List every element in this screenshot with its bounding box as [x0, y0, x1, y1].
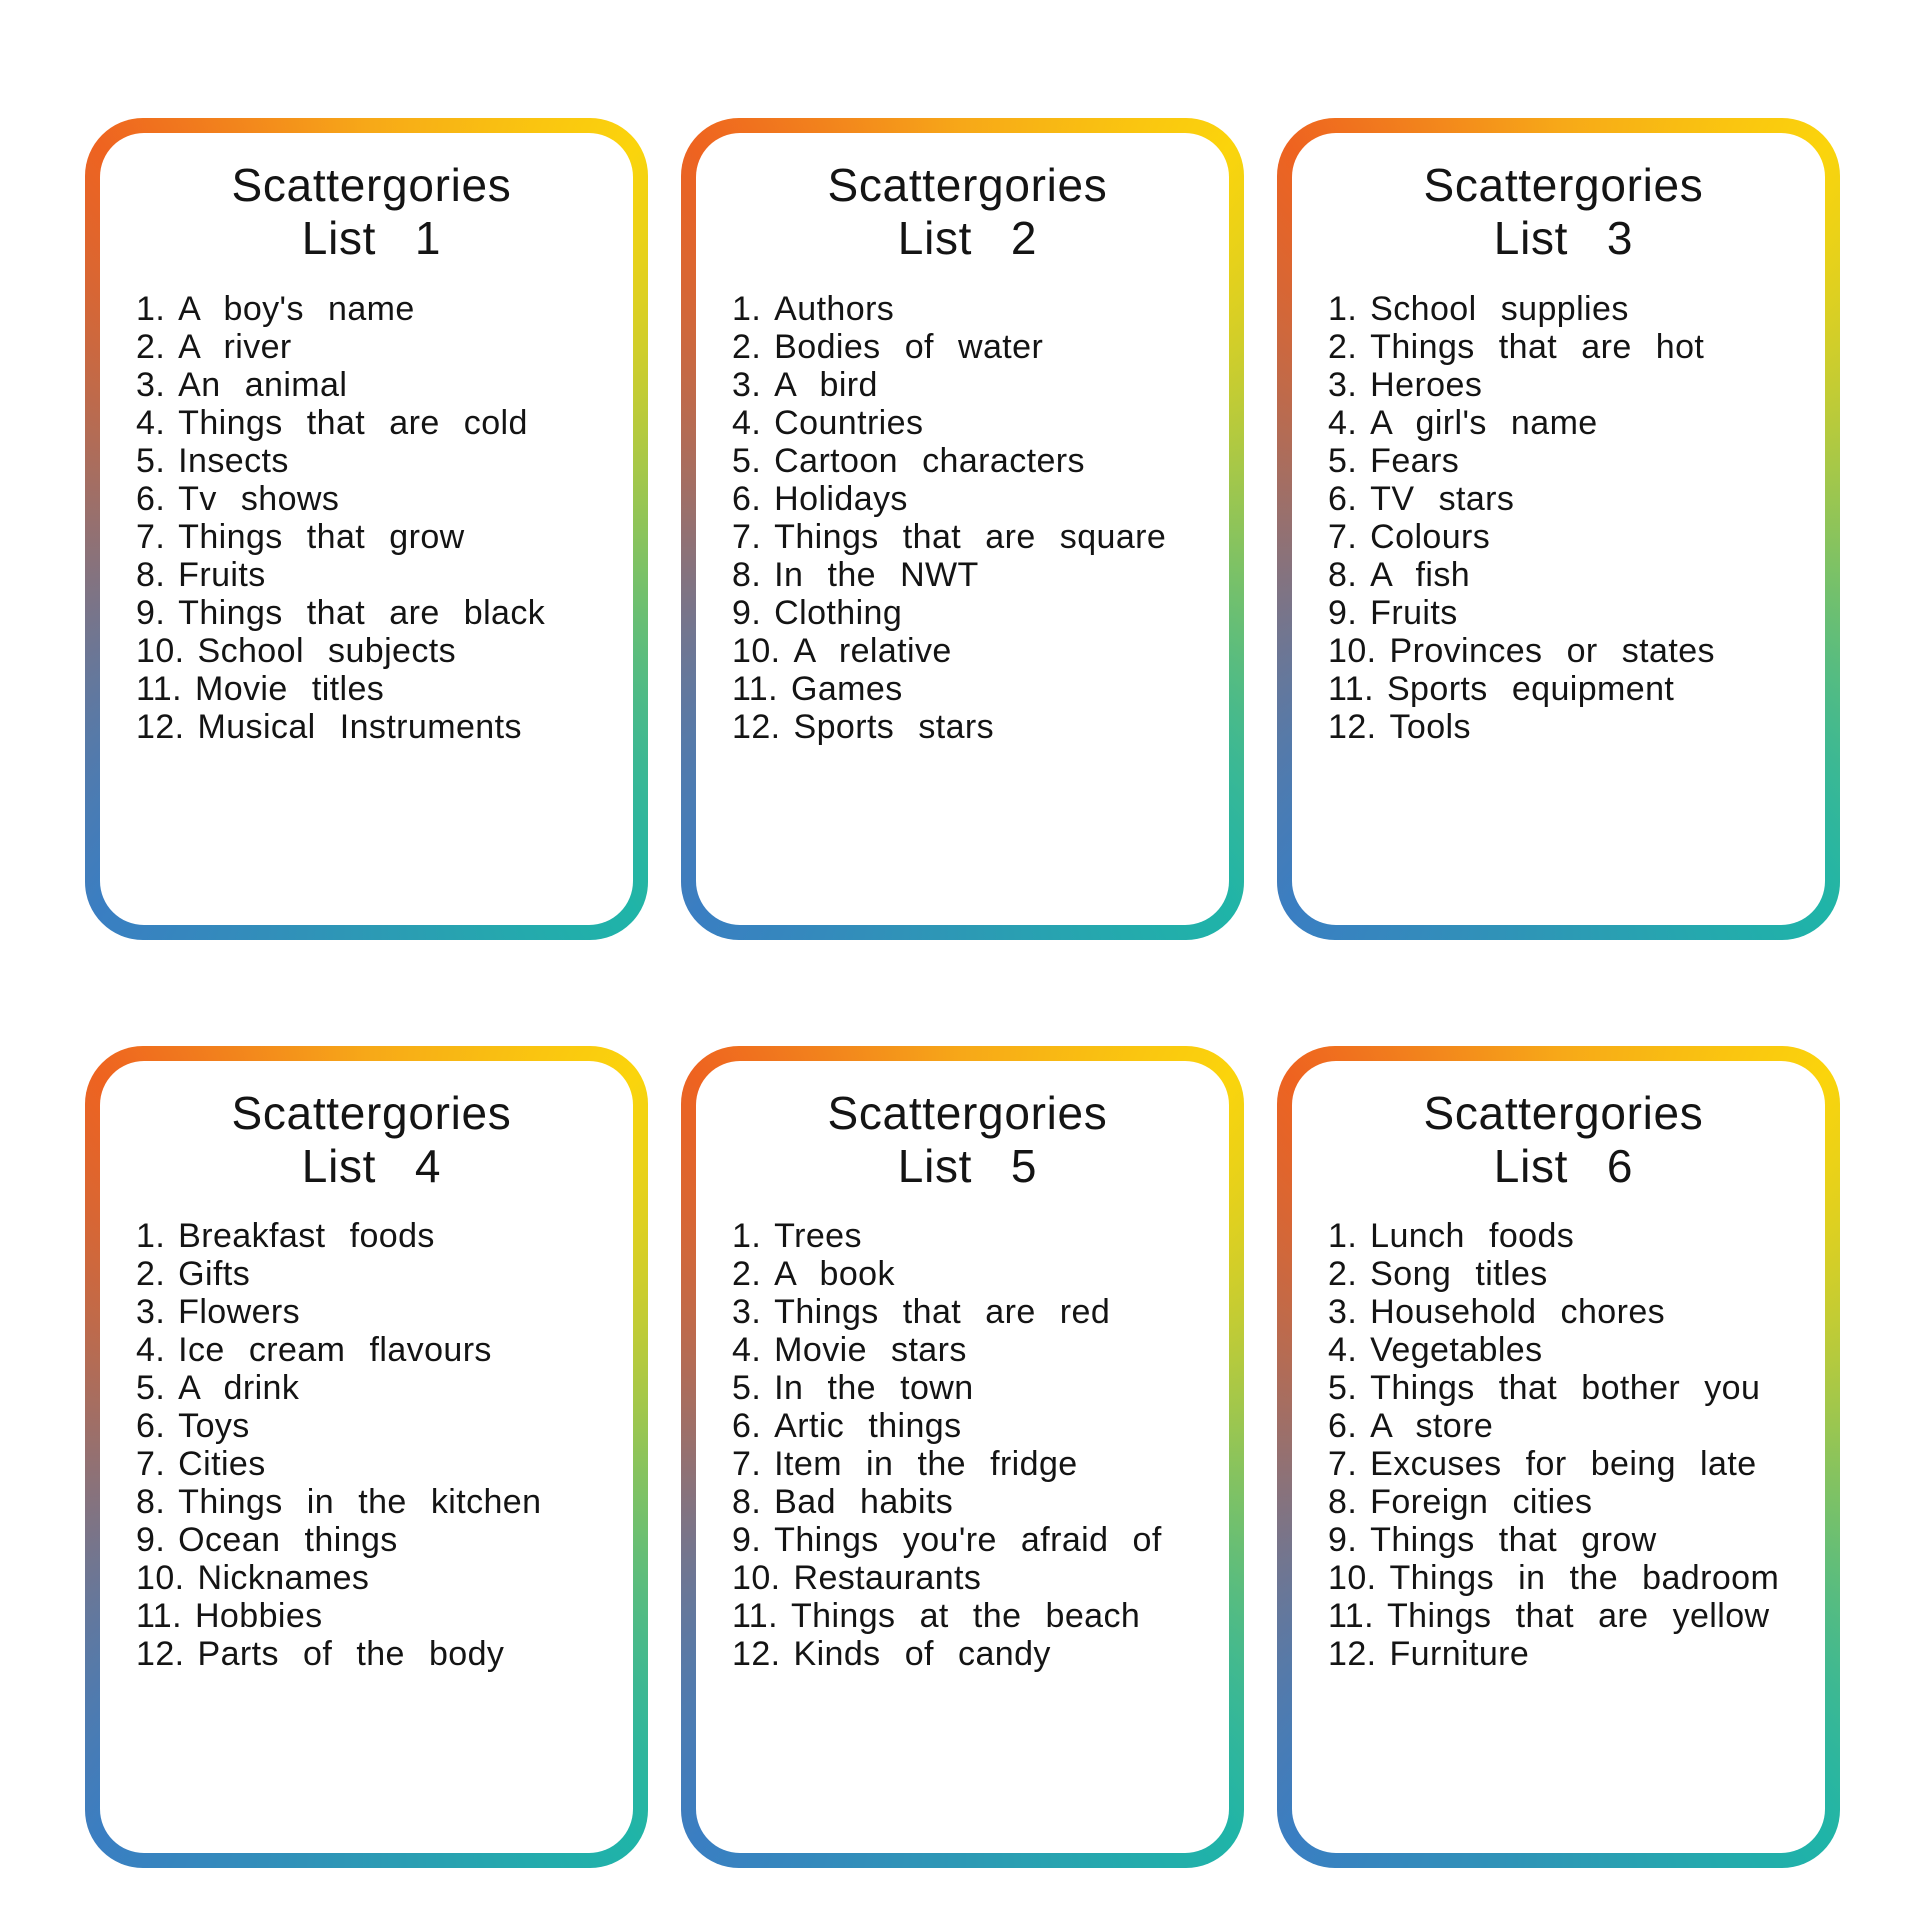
item-number: 12. — [1328, 1635, 1377, 1674]
list-item — [1328, 1293, 1799, 1331]
list-item — [136, 632, 607, 670]
card-inner — [1292, 133, 1825, 925]
card-title — [732, 159, 1203, 266]
item-text: Holidays — [774, 479, 908, 518]
item-number: 11. — [732, 669, 778, 708]
item-text: Tv shows — [178, 479, 340, 518]
item-number: 12. — [1328, 707, 1377, 746]
item-number: 8. — [732, 1483, 762, 1522]
list-item — [732, 594, 1203, 632]
list-item — [136, 1293, 607, 1331]
item-number: 8. — [136, 1483, 166, 1522]
item-number: 4. — [732, 1331, 762, 1370]
list-item — [732, 1559, 1203, 1597]
list-item — [732, 1293, 1203, 1331]
list-item — [1328, 594, 1799, 632]
item-number: 12. — [732, 1635, 781, 1674]
item-number: 8. — [1328, 1483, 1358, 1522]
item-text: A book — [774, 1255, 895, 1294]
item-text: Things that grow — [1370, 1521, 1657, 1560]
item-number: 2. — [1328, 1255, 1358, 1294]
item-number: 7. — [1328, 1445, 1358, 1484]
item-number: 7. — [732, 517, 762, 556]
list-item — [136, 290, 607, 328]
list-item — [732, 404, 1203, 442]
item-text: A river — [178, 327, 292, 366]
item-text: Furniture — [1389, 1635, 1530, 1674]
item-text: Countries — [774, 403, 924, 442]
item-number: 4. — [1328, 403, 1358, 442]
item-number: 1. — [1328, 1217, 1358, 1256]
item-text: Things that are yellow — [1386, 1597, 1770, 1636]
item-number: 1. — [732, 1217, 762, 1256]
item-number: 10. — [1328, 1559, 1377, 1598]
list-item — [1328, 632, 1799, 670]
list-item — [136, 518, 607, 556]
item-number: 5. — [136, 441, 166, 480]
list-item — [732, 1369, 1203, 1407]
scattergories-card-list-6 — [1277, 1046, 1840, 1868]
list-item — [732, 328, 1203, 366]
item-number: 1. — [136, 289, 166, 328]
item-text: Colours — [1370, 517, 1491, 556]
item-text: Things at the beach — [790, 1597, 1141, 1636]
list-item — [136, 1331, 607, 1369]
list-item — [732, 1483, 1203, 1521]
item-text: A store — [1370, 1407, 1494, 1446]
item-text: Cities — [178, 1445, 266, 1484]
item-number: 11. — [136, 669, 182, 708]
item-text: Foreign cities — [1370, 1483, 1593, 1522]
card-inner — [100, 1061, 633, 1853]
item-text: Bodies of water — [774, 327, 1044, 366]
list-item — [136, 1483, 607, 1521]
item-text: Restaurants — [793, 1559, 982, 1598]
item-number: 1. — [136, 1217, 166, 1256]
item-number: 8. — [732, 555, 762, 594]
item-text: A fish — [1370, 555, 1471, 594]
list-item — [1328, 556, 1799, 594]
item-text: In the NWT — [774, 555, 979, 594]
list-item — [136, 1559, 607, 1597]
list-item — [136, 1217, 607, 1255]
item-number: 6. — [1328, 479, 1358, 518]
list-item — [1328, 670, 1799, 708]
scattergories-card-list-3 — [1277, 118, 1840, 940]
item-text: Things that are black — [178, 593, 546, 632]
item-text: A drink — [178, 1369, 300, 1408]
item-text: Sports equipment — [1386, 669, 1675, 708]
item-text: Games — [790, 669, 903, 708]
item-number: 10. — [1328, 631, 1377, 670]
scattergories-card-list-4 — [85, 1046, 648, 1868]
item-number: 11. — [1328, 669, 1374, 708]
list-item — [732, 670, 1203, 708]
list-item — [136, 1635, 607, 1673]
item-text: Things that are hot — [1370, 327, 1705, 366]
card-title-list-number: List 6 — [1493, 1139, 1634, 1192]
list-item — [136, 1407, 607, 1445]
item-text: Things that bother you — [1370, 1369, 1761, 1408]
item-number: 7. — [136, 1445, 166, 1484]
item-number: 6. — [136, 479, 166, 518]
item-number: 2. — [1328, 327, 1358, 366]
card-title-game-name: Scattergories — [231, 1086, 512, 1139]
list-item — [136, 670, 607, 708]
scattergories-card-list-1 — [85, 118, 648, 940]
list-item — [136, 556, 607, 594]
item-text: An animal — [178, 365, 348, 404]
card-inner — [1292, 1061, 1825, 1853]
list-item — [1328, 442, 1799, 480]
item-number: 9. — [1328, 1521, 1358, 1560]
list-item — [1328, 1331, 1799, 1369]
card-title-game-name: Scattergories — [1423, 159, 1704, 211]
item-number: 12. — [136, 1635, 185, 1674]
item-text: A relative — [793, 631, 952, 670]
item-number: 1. — [732, 289, 762, 328]
card-title-list-number: List 1 — [301, 212, 442, 265]
card-inner — [696, 133, 1229, 925]
list-item — [136, 404, 607, 442]
item-number: 6. — [136, 1407, 166, 1446]
card-title-list-number: List 2 — [897, 212, 1038, 265]
list-item — [732, 1217, 1203, 1255]
list-item — [1328, 1369, 1799, 1407]
item-number: 2. — [136, 1255, 166, 1294]
card-title — [732, 1087, 1203, 1194]
item-text: Bad habits — [774, 1483, 954, 1522]
list-item — [136, 708, 607, 746]
item-text: Ocean things — [178, 1521, 398, 1560]
item-number: 3. — [1328, 1293, 1358, 1332]
item-text: Gifts — [178, 1255, 251, 1294]
list-item — [136, 594, 607, 632]
item-text: Things you're afraid of — [774, 1521, 1162, 1560]
card-title-game-name: Scattergories — [231, 159, 512, 211]
item-number: 11. — [732, 1597, 778, 1636]
item-number: 11. — [136, 1597, 182, 1636]
item-text: Parts of the body — [197, 1635, 505, 1674]
item-number: 1. — [1328, 289, 1358, 328]
list-item — [1328, 1635, 1799, 1673]
item-text: Things that are cold — [178, 403, 528, 442]
item-text: Kinds of candy — [793, 1635, 1051, 1674]
scattergories-card-list-2 — [681, 118, 1244, 940]
list-item — [136, 366, 607, 404]
item-number: 3. — [732, 1293, 762, 1332]
item-text: Things that are red — [774, 1293, 1111, 1332]
list-item — [1328, 708, 1799, 746]
list-item — [732, 1597, 1203, 1635]
list-item — [732, 518, 1203, 556]
card-title — [136, 159, 607, 266]
item-text: A girl's name — [1370, 403, 1598, 442]
list-item — [1328, 1559, 1799, 1597]
item-number: 2. — [732, 327, 762, 366]
list-item — [732, 366, 1203, 404]
list-item — [136, 480, 607, 518]
item-text: Trees — [774, 1217, 862, 1256]
list-item — [732, 442, 1203, 480]
list-item — [136, 1521, 607, 1559]
item-text: Breakfast foods — [178, 1217, 435, 1256]
item-text: Movie titles — [194, 669, 385, 708]
item-number: 3. — [732, 365, 762, 404]
card-title-list-number: List 4 — [301, 1139, 442, 1192]
list-item — [136, 328, 607, 366]
item-number: 5. — [136, 1369, 166, 1408]
card-title-game-name: Scattergories — [827, 1086, 1108, 1139]
list-item — [732, 708, 1203, 746]
item-number: 3. — [1328, 365, 1358, 404]
item-text: Hobbies — [194, 1597, 323, 1636]
item-number: 12. — [136, 707, 185, 746]
item-number: 10. — [732, 631, 781, 670]
item-number: 3. — [136, 365, 166, 404]
item-number: 9. — [732, 593, 762, 632]
item-number: 10. — [136, 1559, 185, 1598]
item-text: A boy's name — [178, 289, 415, 328]
list-item — [1328, 480, 1799, 518]
card-inner — [100, 133, 633, 925]
item-number: 6. — [732, 479, 762, 518]
list-item — [136, 1255, 607, 1293]
list-item — [732, 290, 1203, 328]
list-item — [732, 1521, 1203, 1559]
category-list — [1328, 290, 1799, 746]
item-text: Song titles — [1370, 1255, 1548, 1294]
item-number: 9. — [1328, 593, 1358, 632]
list-item — [1328, 366, 1799, 404]
item-number: 5. — [732, 1369, 762, 1408]
list-item — [136, 1597, 607, 1635]
item-text: School subjects — [197, 631, 457, 670]
item-text: Ice cream flavours — [178, 1331, 492, 1370]
item-text: Vegetables — [1370, 1331, 1543, 1370]
category-list — [732, 1217, 1203, 1673]
item-number: 2. — [136, 327, 166, 366]
item-text: Clothing — [774, 593, 903, 632]
item-text: Sports stars — [793, 707, 995, 746]
item-number: 7. — [136, 517, 166, 556]
list-item — [732, 480, 1203, 518]
item-number: 6. — [1328, 1407, 1358, 1446]
list-item — [1328, 518, 1799, 556]
card-title-list-number: List 3 — [1493, 212, 1634, 265]
item-text: Musical Instruments — [197, 707, 522, 746]
item-text: Things that are square — [774, 517, 1167, 556]
card-inner — [696, 1061, 1229, 1853]
list-item — [136, 1445, 607, 1483]
item-text: Cartoon characters — [774, 441, 1085, 480]
item-text: Provinces or states — [1389, 631, 1715, 670]
item-number: 12. — [732, 707, 781, 746]
item-number: 11. — [1328, 1597, 1374, 1636]
card-title-game-name: Scattergories — [1423, 1086, 1704, 1139]
item-text: Movie stars — [774, 1331, 967, 1370]
item-text: Insects — [178, 441, 289, 480]
list-item — [1328, 1255, 1799, 1293]
item-number: 4. — [136, 403, 166, 442]
item-text: TV stars — [1370, 479, 1515, 518]
item-text: Fears — [1370, 441, 1460, 480]
category-list — [136, 290, 607, 746]
item-number: 5. — [732, 441, 762, 480]
item-text: Household chores — [1370, 1293, 1666, 1332]
item-text: Things in the badroom — [1389, 1559, 1780, 1598]
card-title — [1328, 159, 1799, 266]
item-number: 10. — [732, 1559, 781, 1598]
item-text: Excuses for being late — [1370, 1445, 1757, 1484]
list-item — [732, 632, 1203, 670]
item-text: A bird — [774, 365, 878, 404]
list-item — [136, 442, 607, 480]
item-text: Fruits — [1370, 593, 1458, 632]
item-text: Things that grow — [178, 517, 465, 556]
list-item — [1328, 1521, 1799, 1559]
item-text: Authors — [774, 289, 895, 328]
list-item — [732, 556, 1203, 594]
item-number: 4. — [1328, 1331, 1358, 1370]
category-list — [732, 290, 1203, 746]
item-number: 4. — [732, 403, 762, 442]
item-number: 9. — [136, 593, 166, 632]
list-item — [1328, 1407, 1799, 1445]
item-number: 5. — [1328, 1369, 1358, 1408]
list-item — [732, 1635, 1203, 1673]
item-text: Things in the kitchen — [178, 1483, 542, 1522]
category-list — [136, 1217, 607, 1673]
item-number: 9. — [732, 1521, 762, 1560]
card-title — [1328, 1087, 1799, 1194]
list-item — [732, 1255, 1203, 1293]
item-text: Tools — [1389, 707, 1471, 746]
item-text: Fruits — [178, 555, 266, 594]
card-title-list-number: List 5 — [897, 1139, 1038, 1192]
list-item — [732, 1445, 1203, 1483]
list-item — [1328, 1217, 1799, 1255]
item-number: 9. — [136, 1521, 166, 1560]
item-text: Flowers — [178, 1293, 301, 1332]
item-text: Toys — [178, 1407, 250, 1446]
item-number: 8. — [1328, 555, 1358, 594]
item-text: Nicknames — [197, 1559, 370, 1598]
item-number: 4. — [136, 1331, 166, 1370]
item-text: Heroes — [1370, 365, 1483, 404]
list-item — [732, 1331, 1203, 1369]
list-item — [732, 1407, 1203, 1445]
scattergories-card-list-5 — [681, 1046, 1244, 1868]
item-number: 5. — [1328, 441, 1358, 480]
list-item — [1328, 1597, 1799, 1635]
item-number: 6. — [732, 1407, 762, 1446]
list-item — [1328, 328, 1799, 366]
item-text: Lunch foods — [1370, 1217, 1575, 1256]
list-item — [1328, 1483, 1799, 1521]
list-item — [1328, 1445, 1799, 1483]
item-text: In the town — [774, 1369, 974, 1408]
category-list — [1328, 1217, 1799, 1673]
card-title — [136, 1087, 607, 1194]
item-number: 7. — [1328, 517, 1358, 556]
item-number: 10. — [136, 631, 185, 670]
item-text: School supplies — [1370, 289, 1629, 328]
list-item — [1328, 404, 1799, 442]
item-text: Item in the fridge — [774, 1445, 1078, 1484]
item-number: 8. — [136, 555, 166, 594]
list-item — [1328, 290, 1799, 328]
card-title-game-name: Scattergories — [827, 159, 1108, 211]
list-item — [136, 1369, 607, 1407]
item-number: 3. — [136, 1293, 166, 1332]
item-text: Artic things — [774, 1407, 962, 1446]
item-number: 2. — [732, 1255, 762, 1294]
item-number: 7. — [732, 1445, 762, 1484]
